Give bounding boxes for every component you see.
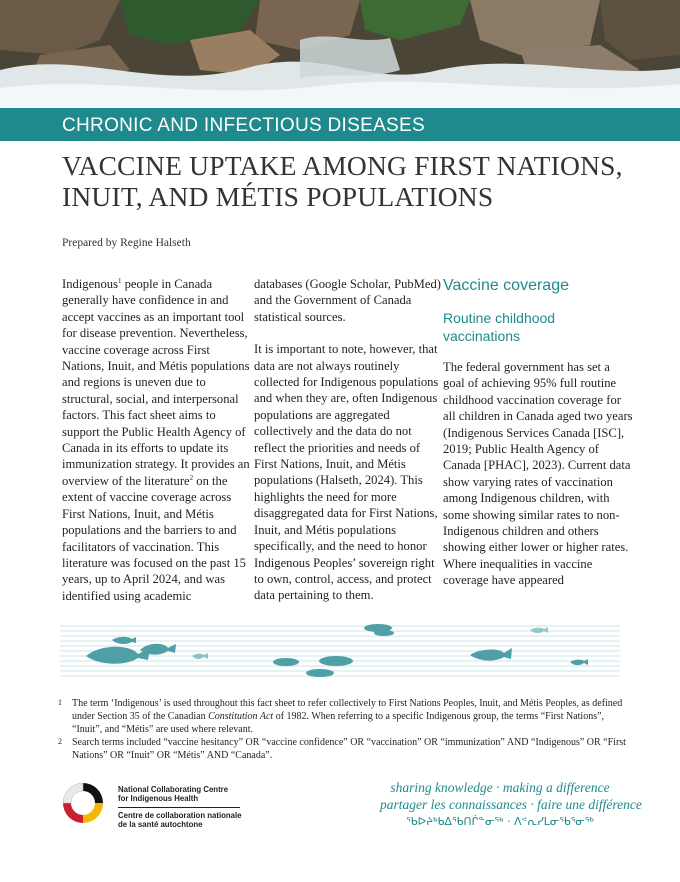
text-run: on the extent of vaccine coverage across First Nations, Inuit, and Métis populations and the barriers to and facilitators of vaccination. This literature was focused on the past 15 years, up to April 2024, and was identified using academic xyxy=(62,473,246,603)
divider xyxy=(118,807,240,808)
fish-icon xyxy=(470,648,512,661)
fish-icon xyxy=(570,659,588,665)
fish-icon xyxy=(192,653,208,659)
header-photo xyxy=(0,0,680,108)
body-column-1 xyxy=(62,276,252,620)
waterfall-image xyxy=(0,0,680,108)
footnote xyxy=(58,736,628,762)
footnote-text: of 1982. When referring to a specific Indigenous group, the terms “First Nations”, “Inuit”, and “Métis” are used where relevant. xyxy=(72,711,605,735)
paragraph: It is important to note, however, that data are not always routinely collected for Indigenous populations and when they are, often Indigenous populations are aggregated collectively and the data do not reflect the priorities and needs of First Nations, Inuit, and Métis populations (Halseth, 2024). This highlights the need for more disaggregated data for First Nations, Inuit, and Métis populations specifically, and the need to honor Indigenous Peoples’ sovereign right to own, control, access, and protect data pertaining to them. xyxy=(254,342,439,603)
footnote-ref: 1 xyxy=(117,276,122,285)
lily-pad-icon xyxy=(374,630,394,636)
paragraph: The federal government has set a goal of achieving 95% full routine childhood vaccination coverage for all children in Canada aged two years (Indigenous Services Canada [ISC], 2019; Public Health Agency of Canada [PHAC], 2023). Current data show varying rates of vaccination among Indigenous children, with some showing similar rates to non-Indigenous children and others showing either lower or higher rates. Where inequalities in vaccine coverage have appeared xyxy=(443,360,633,588)
footnotes xyxy=(58,697,628,762)
org-name-en: National Collaborating Centre xyxy=(118,785,229,794)
author-byline: Prepared by Regine Halseth xyxy=(62,237,191,249)
organization-name xyxy=(118,785,241,829)
org-name-fr: de la santé autochtone xyxy=(118,820,203,829)
footnote-italic: Constitution Act xyxy=(208,711,274,722)
section-banner-label: CHRONIC AND INFECTIOUS DISEASES xyxy=(62,115,425,136)
footnote-ref: 2 xyxy=(189,473,194,482)
org-name-fr: Centre de collaboration nationale xyxy=(118,811,242,820)
lily-pad-icon xyxy=(306,669,334,677)
org-name-en: for Indigenous Health xyxy=(118,794,199,803)
lily-pad-icon xyxy=(273,658,299,666)
section-heading: Vaccine coverage xyxy=(443,277,569,294)
fish-illustration xyxy=(60,620,620,680)
paragraph: databases (Google Scholar, PubMed) and the Government of Canada statistical sources. xyxy=(254,277,441,324)
body-column-2 xyxy=(254,276,442,620)
nccih-logo-icon xyxy=(60,780,106,826)
lily-pad-icon xyxy=(319,656,353,666)
paragraph xyxy=(62,276,252,604)
footnote-number: 1 xyxy=(58,698,62,707)
tagline xyxy=(380,779,642,830)
fish-icon xyxy=(112,637,136,644)
tagline-fr: partager les connaissances · faire une différence xyxy=(380,797,642,812)
page-title xyxy=(62,150,642,212)
title-line: VACCINE UPTAKE AMONG FIRST NATIONS, xyxy=(62,150,623,181)
footnote-number: 2 xyxy=(58,737,62,746)
tagline-syllabics: ᖃᐅᔨᒃᑲᐃᖃᑎᒌᓐᓂᖅ · ᐱᕝᕆᓯᒪᓂᖃᕐᓂᖅ xyxy=(406,815,594,828)
footnote-text: The term ‘Indigenous’ is used throughout this fact sheet to refer collectively to First Nations Peoples, Inuit, and Métis Peoples, as defined under Section 35 of the Canadian xyxy=(72,698,623,722)
body-column-3 xyxy=(443,276,633,605)
title-line: INUIT, AND MÉTIS POPULATIONS xyxy=(62,181,494,212)
subsection-heading: Routine childhood vaccinations xyxy=(443,310,556,344)
footnote xyxy=(58,697,628,736)
fish-icon xyxy=(530,627,548,633)
text-run: people in Canada generally have confidence in and accept vaccines as an important tool for disease prevention. Nevertheless, vaccine coverage across First Nations, Inuit, and Métis populations and regions is uneven due to structural, social, and interpersonal factors. This fact sheet aims to support the Public Health Agency of Canada in its efforts to update its immunization strategy. It provides an overview of the literature xyxy=(62,277,250,488)
tagline-en: sharing knowledge · making a difference xyxy=(390,780,610,795)
text-run: Indigenous xyxy=(62,277,118,291)
footnote-text: Search terms included “vaccine hesitancy” OR “vaccine confidence” OR “vaccination” OR “immunization” AND “Indigenous” OR “First Nations” OR “Inuit” OR “Métis” AND “Canada”. xyxy=(72,737,626,761)
